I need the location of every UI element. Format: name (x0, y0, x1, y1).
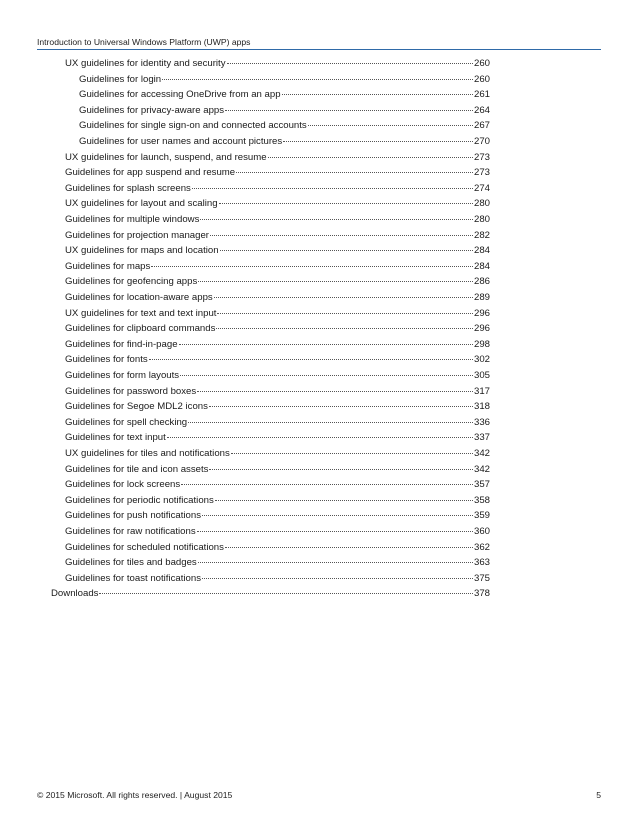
toc-entry-page: 286 (473, 276, 490, 288)
toc-entry[interactable] (79, 136, 490, 152)
running-header: Introduction to Universal Windows Platform (UWP) apps (37, 37, 251, 47)
toc-dot-leader (210, 235, 473, 236)
toc-entry-title: Guidelines for accessing OneDrive from an app (79, 89, 281, 101)
toc-dot-leader (188, 422, 473, 423)
toc-entry-page: 298 (473, 338, 490, 350)
toc-entry-title: Guidelines for multiple windows (65, 214, 200, 225)
toc-dot-leader (198, 562, 473, 563)
toc-entry-page: 280 (473, 214, 490, 225)
toc-dot-leader (181, 484, 473, 485)
toc-entry-page: 378 (473, 588, 490, 600)
toc-entry[interactable] (79, 89, 490, 105)
toc-dot-leader (283, 141, 473, 142)
toc-entry-title: Guidelines for find-in-page (65, 338, 178, 350)
toc-entry[interactable] (65, 292, 490, 308)
toc-entry[interactable] (65, 339, 490, 355)
toc-dot-leader (197, 531, 473, 532)
toc-entry-title: UX guidelines for layout and scaling (65, 198, 218, 210)
toc-entry[interactable] (65, 401, 490, 417)
toc-dot-leader (167, 437, 473, 438)
toc-dot-leader (225, 547, 473, 548)
toc-entry[interactable] (65, 323, 490, 339)
toc-entry[interactable] (65, 152, 490, 168)
toc-entry-title: Downloads (51, 588, 99, 600)
toc-entry-title: Guidelines for spell checking (65, 416, 188, 428)
toc-entry[interactable] (79, 105, 490, 121)
toc-entry-title: UX guidelines for maps and location (65, 245, 219, 257)
toc-entry-page: 317 (473, 385, 490, 397)
toc-entry-page: 336 (473, 416, 490, 428)
toc-entry-title: Guidelines for password boxes (65, 385, 197, 397)
toc-dot-leader (192, 188, 473, 189)
toc-entry-page: 260 (473, 58, 490, 69)
toc-dot-leader (215, 500, 473, 501)
toc-entry-title: UX guidelines for text and text input (65, 307, 217, 319)
toc-entry-title: Guidelines for splash screens (65, 182, 191, 194)
toc-dot-leader (99, 593, 473, 594)
toc-entry-title: Guidelines for fonts (65, 354, 148, 366)
toc-entry[interactable] (65, 432, 490, 448)
toc-dot-leader (209, 406, 473, 407)
toc-entry[interactable] (65, 542, 490, 558)
toc-entry-page: 358 (473, 494, 490, 506)
footer-copyright: © 2015 Microsoft. All rights reserved. | August 2015 (37, 790, 233, 800)
toc-dot-leader (209, 469, 473, 470)
toc-dot-leader (180, 375, 473, 376)
toc-entry[interactable] (65, 214, 490, 230)
toc-entry[interactable] (65, 526, 490, 542)
toc-entry-title: Guidelines for lock screens (65, 479, 181, 491)
toc-entry[interactable] (65, 230, 490, 246)
toc-dot-leader (202, 515, 473, 516)
toc-dot-leader (231, 453, 473, 454)
toc-dot-leader (282, 94, 473, 95)
toc-entry-page: 270 (473, 136, 490, 147)
toc-dot-leader (216, 328, 473, 329)
toc-entry-page: 274 (473, 182, 490, 194)
toc-dot-leader (151, 266, 473, 267)
toc-entry-title: Guidelines for push notifications (65, 510, 201, 522)
toc-entry-page: 337 (473, 432, 490, 444)
toc-entry-title: UX guidelines for launch, suspend, and resume (65, 151, 267, 163)
toc-dot-leader (227, 63, 473, 64)
toc-entry-page: 318 (473, 401, 490, 413)
toc-dot-leader (236, 172, 473, 173)
toc-dot-leader (162, 79, 473, 80)
toc-entry-page: 284 (473, 260, 490, 272)
toc-entry[interactable] (65, 308, 490, 324)
toc-entry[interactable] (65, 479, 490, 495)
toc-entry-title: Guidelines for tiles and badges (65, 557, 197, 569)
toc-dot-leader (220, 250, 473, 251)
toc-entry-page: 302 (473, 354, 490, 366)
toc-entry-page: 289 (473, 292, 490, 303)
toc-entry-title: Guidelines for app suspend and resume (65, 167, 236, 179)
toc-entry[interactable] (65, 510, 490, 526)
toc-entry[interactable] (65, 417, 490, 433)
toc-entry-page: 342 (473, 463, 490, 475)
toc-entry-page: 296 (473, 307, 490, 319)
toc-entry-title: UX guidelines for identity and security (65, 58, 226, 69)
toc-entry-page: 363 (473, 557, 490, 569)
toc-entry-title: Guidelines for Segoe MDL2 icons (65, 401, 208, 413)
toc-entry[interactable] (65, 198, 490, 214)
toc-dot-leader (214, 297, 473, 298)
toc-entry-title: Guidelines for privacy-aware apps (79, 104, 225, 116)
toc-entry-title: Guidelines for form layouts (65, 370, 180, 381)
toc-entry-title: Guidelines for location-aware apps (65, 292, 213, 303)
toc-entry[interactable] (65, 370, 490, 386)
header-rule (37, 49, 601, 50)
toc-entry[interactable] (65, 557, 490, 573)
toc-entry-title: Guidelines for scheduled notifications (65, 541, 224, 553)
toc-dot-leader (179, 344, 473, 345)
toc-entry-page: 282 (473, 229, 490, 241)
toc-entry-page: 280 (473, 198, 490, 210)
toc-dot-leader (219, 203, 473, 204)
toc-entry-page: 375 (473, 572, 490, 584)
toc-entry[interactable] (65, 167, 490, 183)
toc-entry[interactable] (79, 120, 490, 136)
toc-entry-page: 360 (473, 526, 490, 537)
toc-dot-leader (200, 219, 473, 220)
toc-entry-page: 260 (473, 73, 490, 85)
toc-entry-title: Guidelines for geofencing apps (65, 276, 198, 288)
toc-entry[interactable] (65, 58, 490, 74)
toc-dot-leader (202, 578, 473, 579)
toc-entry[interactable] (65, 354, 490, 370)
toc-dot-leader (268, 157, 473, 158)
toc-entry[interactable] (79, 74, 490, 90)
toc-entry-title: Guidelines for single sign-on and connected accounts (79, 120, 307, 132)
toc-entry-page: 273 (473, 151, 490, 163)
toc-entry-page: 273 (473, 167, 490, 179)
toc-dot-leader (225, 110, 473, 111)
toc-entry-title: Guidelines for projection manager (65, 229, 209, 241)
toc-entry-title: Guidelines for clipboard commands (65, 323, 216, 335)
toc-entry[interactable] (65, 464, 490, 480)
toc-entry-page: 305 (473, 370, 490, 381)
toc-entry[interactable] (65, 386, 490, 402)
toc-entry-page: 296 (473, 323, 490, 335)
page-number: 5 (596, 790, 601, 800)
toc-entry-title: Guidelines for text input (65, 432, 166, 444)
toc-entry[interactable] (65, 448, 490, 464)
toc-entry-title: Guidelines for toast notifications (65, 572, 201, 584)
toc-entry[interactable] (65, 276, 490, 292)
toc-entry-page: 267 (473, 120, 490, 132)
toc-entry-page: 359 (473, 510, 490, 522)
toc-entry-title: Guidelines for periodic notifications (65, 494, 214, 506)
toc-dot-leader (149, 359, 473, 360)
toc-dot-leader (217, 313, 473, 314)
toc-entry-page: 362 (473, 541, 490, 553)
toc-entry-title: Guidelines for maps (65, 260, 151, 272)
toc-entry[interactable] (65, 261, 490, 277)
toc-entry[interactable] (65, 573, 490, 589)
toc-entry-title: Guidelines for user names and account pictures (79, 136, 283, 147)
toc-entry-page: 284 (473, 245, 490, 257)
toc-entry-title: UX guidelines for tiles and notifications (65, 448, 230, 459)
toc-entry[interactable] (65, 495, 490, 511)
toc-entry[interactable] (65, 245, 490, 261)
toc-entry[interactable] (51, 588, 490, 604)
toc-dot-leader (308, 125, 473, 126)
toc-dot-leader (197, 391, 473, 392)
toc-entry-title: Guidelines for raw notifications (65, 526, 196, 537)
toc-entry-page: 261 (473, 89, 490, 101)
toc-entry-page: 357 (473, 479, 490, 491)
toc-entry-title: Guidelines for login (79, 73, 162, 85)
toc-entry-page: 342 (473, 448, 490, 459)
toc-entry-title: Guidelines for tile and icon assets (65, 463, 209, 475)
toc-entry-page: 264 (473, 104, 490, 116)
toc-dot-leader (198, 281, 473, 282)
toc-entry[interactable] (65, 183, 490, 199)
